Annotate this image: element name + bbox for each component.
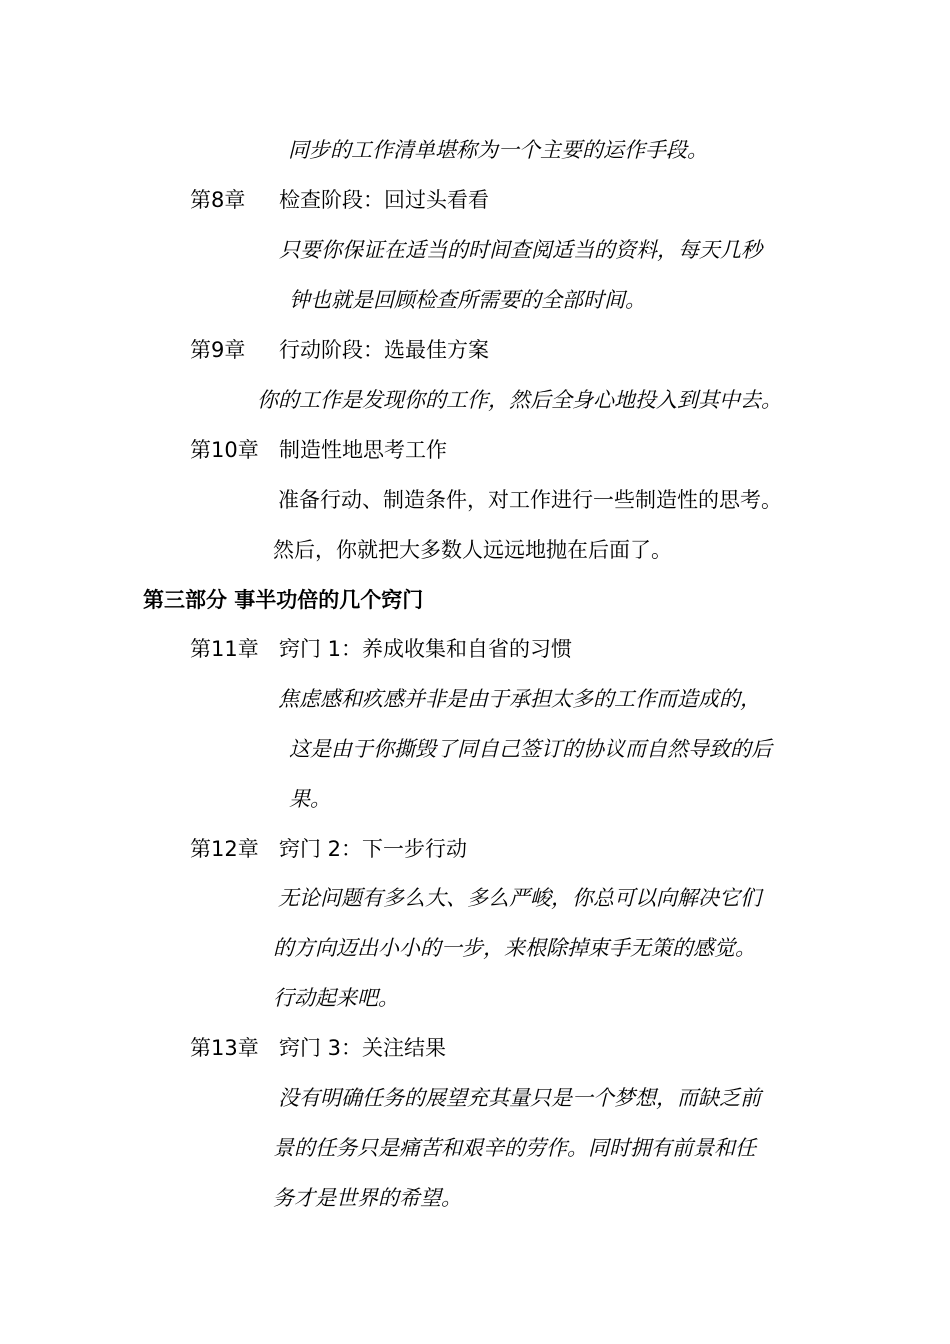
chapter-11-number: 第11章: [190, 637, 259, 661]
chapter-13-quote-line-1: 没有明确任务的展望充其量只是一个梦想，而缺乏前: [278, 1086, 761, 1110]
chapter-10-quote-line-2: 然后，你就把大多数人远远地抛在后面了。: [273, 538, 672, 562]
chapter-13-title: 窍门 3：关注结果: [279, 1036, 447, 1060]
chapter-13-quote-line-2: 景的任务只是痛苦和艰辛的劳作。同时拥有前景和任: [273, 1136, 756, 1160]
chapter-8-quote-line-2: 钟也就是回顾检查所需要的全部时间。: [289, 288, 646, 312]
chapter-11-quote-line-3: 果。: [289, 787, 331, 811]
chapter-12-title: 窍门 2：下一步行动: [279, 837, 468, 861]
chapter-8-quote-line-1: 只要你保证在适当的时间查阅适当的资料，每天几秒: [279, 238, 762, 262]
chapter-8-number: 第8章: [190, 188, 246, 212]
chapter-11-title: 窍门 1：养成收集和自省的习惯: [279, 637, 573, 661]
chapter-9-title: 行动阶段：选最佳方案: [279, 338, 489, 362]
chapter-12-quote-line-2: 的方向迈出小小的一步，来根除掉束手无策的感觉。: [273, 936, 756, 960]
chapter-10-quote-line-1: 准备行动、制造条件，对工作进行一些制造性的思考。: [278, 488, 782, 512]
part-3-heading: 第三部分 事半功倍的几个窍门: [143, 588, 424, 612]
chapter-9-quote-line-1: 你的工作是发现你的工作，然后全身心地投入到其中去。: [257, 388, 782, 412]
chapter-13-number: 第13章: [190, 1036, 259, 1060]
chapter-10-title: 制造性地思考工作: [279, 438, 447, 462]
chapter-12-quote-line-1: 无论问题有多么大、多么严峻，你总可以向解决它们: [278, 886, 761, 910]
chapter-13-quote-line-3: 务才是世界的希望。: [273, 1186, 462, 1210]
chapter-9-number: 第9章: [190, 338, 246, 362]
chapter-11-quote-line-1: 焦虑感和疚感并非是由于承担太多的工作而造成的，: [278, 687, 761, 711]
chapter-10-number: 第10章: [190, 438, 259, 462]
chapter-12-number: 第12章: [190, 837, 259, 861]
chapter-11-quote-line-2: 这是由于你撕毁了同自己签订的协议而自然导致的后: [289, 737, 772, 761]
chapter-7-quote-line-1: 同步的工作清单堪称为一个主要的运作手段。: [288, 138, 708, 162]
chapter-12-quote-line-3: 行动起来吧。: [273, 986, 399, 1010]
chapter-8-title: 检查阶段：回过头看看: [279, 188, 489, 212]
